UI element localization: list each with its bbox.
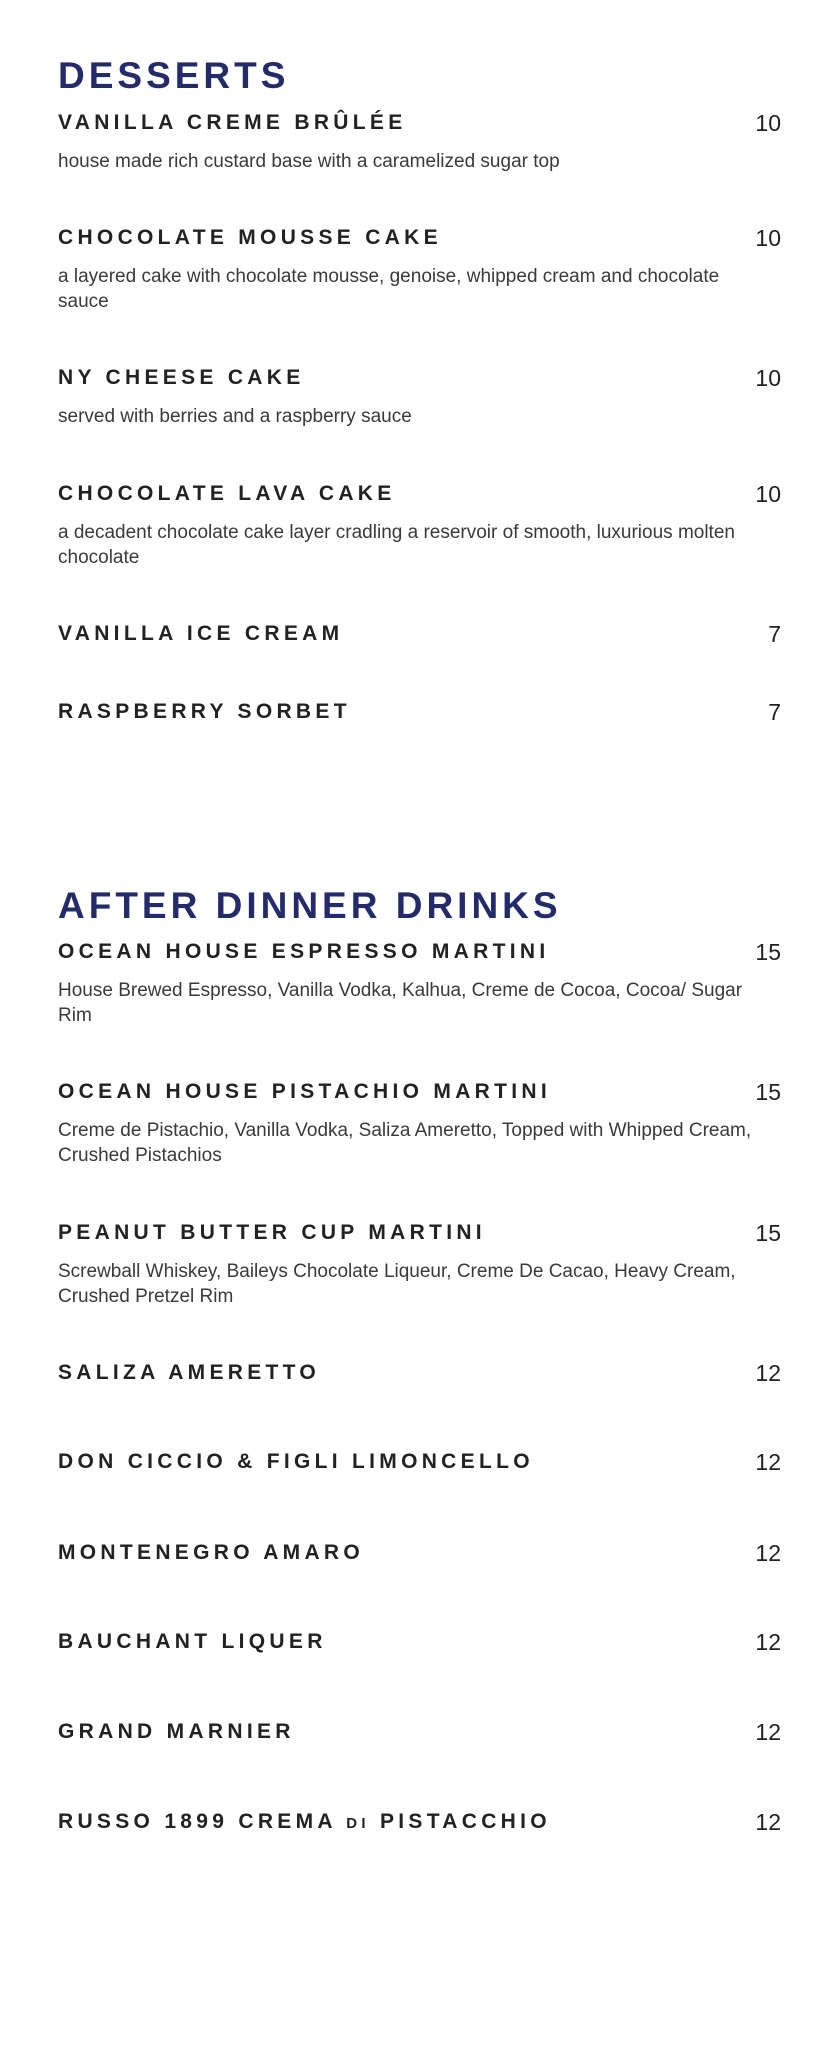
item-description: a layered cake with chocolate mousse, genoise, whipped cream and chocolate sauce xyxy=(58,266,720,312)
section-title-after-dinner-drinks: AFTER DINNER DRINKS xyxy=(58,885,562,926)
item-price: 10 xyxy=(755,365,781,391)
item-name-part: RUSSO 1899 CREMA xyxy=(58,1810,347,1833)
item-name: CHOCOLATE MOUSSE CAKE xyxy=(58,226,442,249)
menu-item xyxy=(58,700,781,724)
item-name: NY CHEESE CAKE xyxy=(58,366,305,389)
menu-item xyxy=(58,1630,781,1654)
item-name: OCEAN HOUSE ESPRESSO MARTINI xyxy=(58,940,550,963)
item-price: 12 xyxy=(755,1809,781,1835)
item-name-part: PISTACCHIO xyxy=(369,1810,551,1833)
menu-item xyxy=(58,622,781,646)
item-name: CHOCOLATE LAVA CAKE xyxy=(58,482,396,505)
item-price: 12 xyxy=(755,1719,781,1745)
item-name: VANILLA CREME BRÛLÉE xyxy=(58,111,407,134)
item-name: GRAND MARNIER xyxy=(58,1720,295,1743)
item-description: a decadent chocolate cake layer cradling a reservoir of smooth, luxurious molten chocolate xyxy=(58,522,735,568)
item-price: 15 xyxy=(755,939,781,965)
menu-item xyxy=(58,111,781,174)
item-price: 7 xyxy=(768,621,781,647)
item-price: 12 xyxy=(755,1360,781,1386)
item-price: 12 xyxy=(755,1629,781,1655)
menu-item xyxy=(58,940,781,1028)
item-name: OCEAN HOUSE PISTACHIO MARTINI xyxy=(58,1080,551,1103)
menu-item xyxy=(58,1361,781,1385)
item-price: 15 xyxy=(755,1220,781,1246)
menu-item xyxy=(58,1810,781,1836)
item-name: DON CICCIO & FIGLI LIMONCELLO xyxy=(58,1450,534,1473)
item-name: BAUCHANT LIQUER xyxy=(58,1630,327,1653)
item-price: 15 xyxy=(755,1079,781,1105)
item-price: 10 xyxy=(755,225,781,251)
item-name-part-small: DI xyxy=(346,1815,370,1832)
menu-item xyxy=(58,1080,781,1168)
menu-item xyxy=(58,482,781,570)
item-description: served with berries and a raspberry sauce xyxy=(58,406,412,427)
section-title-desserts: DESSERTS xyxy=(58,55,290,96)
item-name xyxy=(58,1810,781,1836)
item-description: house made rich custard base with a caramelized sugar top xyxy=(58,151,560,172)
item-description: House Brewed Espresso, Vanilla Vodka, Kalhua, Creme de Cocoa, Cocoa/ Sugar Rim xyxy=(58,980,743,1026)
menu-item xyxy=(58,226,781,314)
item-name: MONTENEGRO AMARO xyxy=(58,1541,365,1564)
item-name: RASPBERRY SORBET xyxy=(58,700,351,723)
menu-item xyxy=(58,1221,781,1309)
item-price: 10 xyxy=(755,110,781,136)
item-name: VANILLA ICE CREAM xyxy=(58,622,344,645)
item-price: 7 xyxy=(768,699,781,725)
item-name: PEANUT BUTTER CUP MARTINI xyxy=(58,1221,486,1244)
item-description: Creme de Pistachio, Vanilla Vodka, Saliza Ameretto, Topped with Whipped Cream, Crushed Pistachios xyxy=(58,1120,752,1166)
menu-item xyxy=(58,366,781,429)
item-price: 10 xyxy=(755,481,781,507)
item-name: SALIZA AMERETTO xyxy=(58,1361,321,1384)
item-price: 12 xyxy=(755,1449,781,1475)
item-price: 12 xyxy=(755,1540,781,1566)
item-description: Screwball Whiskey, Baileys Chocolate Liqueur, Creme De Cacao, Heavy Cream, Crushed Pretzel Rim xyxy=(58,1261,736,1307)
menu-item xyxy=(58,1720,781,1744)
menu-item xyxy=(58,1541,781,1565)
menu-item xyxy=(58,1450,781,1474)
